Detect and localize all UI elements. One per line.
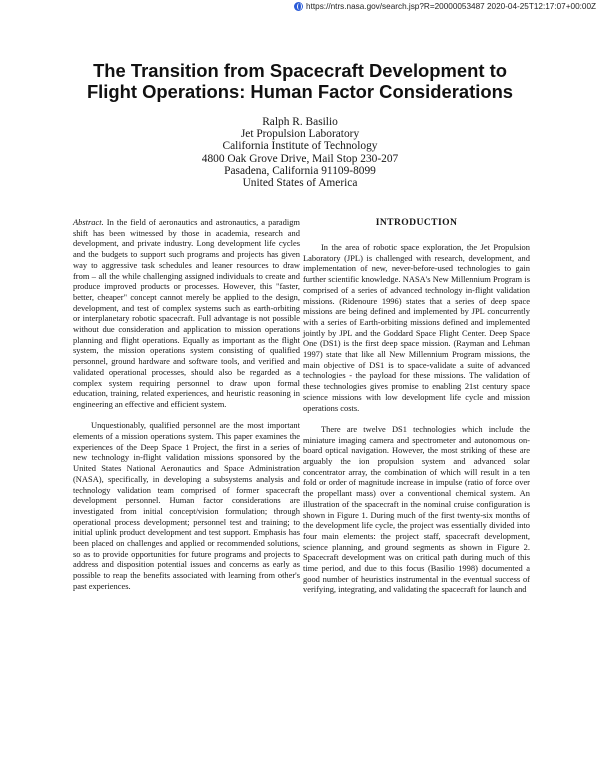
globe-icon [294, 2, 303, 11]
title-line-2: Flight Operations: Human Factor Considerations [86, 81, 514, 102]
author-org-2: California Institute of Technology [222, 140, 378, 153]
author-org-1: Jet Propulsion Laboratory [240, 128, 360, 141]
left-column [73, 217, 300, 592]
author-country: United States of America [242, 177, 358, 190]
abstract-text-1: In the field of aeronautics and astronautics, a paradigm shift has been witnessed by those in academia, research and development, and private industry. Long development life cycles and the budgets to support such programs and projects has given way to aggressive task schedules and leaner resources to draw from – all the while challenging assigned individuals to create and produce improved products or processes. However, this "faster, better, cheaper" concept cannot merely be applied to the design, development, and test of complex systems such as earth-orbiting or interplanetary robotic spacecraft. Full advantage is not possible without due consideration and application to mission operations planning and flight operations. Equally as important as the flight system, the mission operations system consisting of qualified personnel, ground hardware and software tools, and verified and validated operational processes, should also be regarded as a complex system requiring personnel to draw upon formal education, training, related experiences, and heuristic reasoning in engineering an effective and efficient system. [73, 217, 300, 409]
author-address-2: Pasadena, California 91109-8099 [224, 164, 376, 177]
introduction-paragraph-2: There are twelve DS1 technologies which include the miniature imaging camera and spectrometer and autonomous on-board optical navigation. However, the most striking of these are arguably the ion propulsion system and advanced solar concentrator array, the combination of which will result in a ten fold or order of magnitude increase in impulse (ratio of force over the propellant mass) over a conventional chemical system. An illustration of the spacecraft in the nominal cruise configuration is shown in Figure 1. During much of the first twenty-six months of the development life cycle, the project was essentially divided into four main elements: the project staff, spacecraft development, science planning, and ground segments as shown in Figure 2. Spacecraft development was on critical path during much of this time period, and due to this focus (Basilio 1998) documented a good number of heuristics instrumental in the eventual success of verifying, integrating, and validating the spacecraft for launch and [303, 423, 530, 595]
introduction-paragraph-1: In the area of robotic space exploration, the Jet Propulsion Laboratory (JPL) is challenged with research, development, and implementation of new, never-before-used technologies to gain further scientific knowledge. NASA's New Millennium Program is comprised of a series of advanced technology in-flight validation missions. (Ridenoure 1996) states that a series of deep space missions are being defined and implemented by JPL concurrently with a series of Earth-orbiting missions defined and implemented jointly by JPL and the Goddard Space Flight Center. Deep Space One (DS1) is the first deep space mission. (Rayman and Lehman 1997) state that like all New Millennium Program missions, the main objective of DS1 is to space-validate a suite of advanced technologies - the payload for these missions. The validation of these technologies gives promise to enabling 21st century space science missions with low development life cycle and mission operations costs. [303, 242, 530, 413]
title-line-1: The Transition from Spacecraft Development to [93, 60, 507, 81]
abstract-paragraph-2: Unquestionably, qualified personnel are the most important elements of a mission operations system. This paper examines the experiences of the Deep Space 1 Project, the first in a series of new technology in-flight validation missions sponsored by the United States National Aeronautics and Space Administration (NASA), specifically, in developing a subsystems analysis and technology validation team comprised of former spacecraft development personnel. Human factor considerations are investigated from initial concept/vision formulation; through operational process development; personnel test and training; to initial uplink product development and test support. Emphasis has been placed on challenges and applied or recommended solutions, so as to provide opportunities for future programs and projects to address and disposition potential issues and concerns as early as possible to reap the benefits associated with learning from other's past experiences. [73, 420, 300, 591]
introduction-heading: INTRODUCTION [375, 217, 458, 228]
author-name: Ralph R. Basilio [262, 116, 338, 128]
paper-title [40, 60, 560, 102]
source-url-text[interactable]: https://ntrs.nasa.gov/search.jsp?R=20000053487 2020-04-25T12:17:07+00:00Z [306, 2, 596, 11]
abstract-label: Abstract. [73, 217, 104, 227]
right-column [303, 217, 530, 595]
author-address-1: 4800 Oak Grove Drive, Mail Stop 230-207 [201, 152, 399, 165]
source-url-banner [256, 0, 600, 13]
author-block [100, 116, 500, 189]
abstract-paragraph-1 [73, 217, 300, 410]
